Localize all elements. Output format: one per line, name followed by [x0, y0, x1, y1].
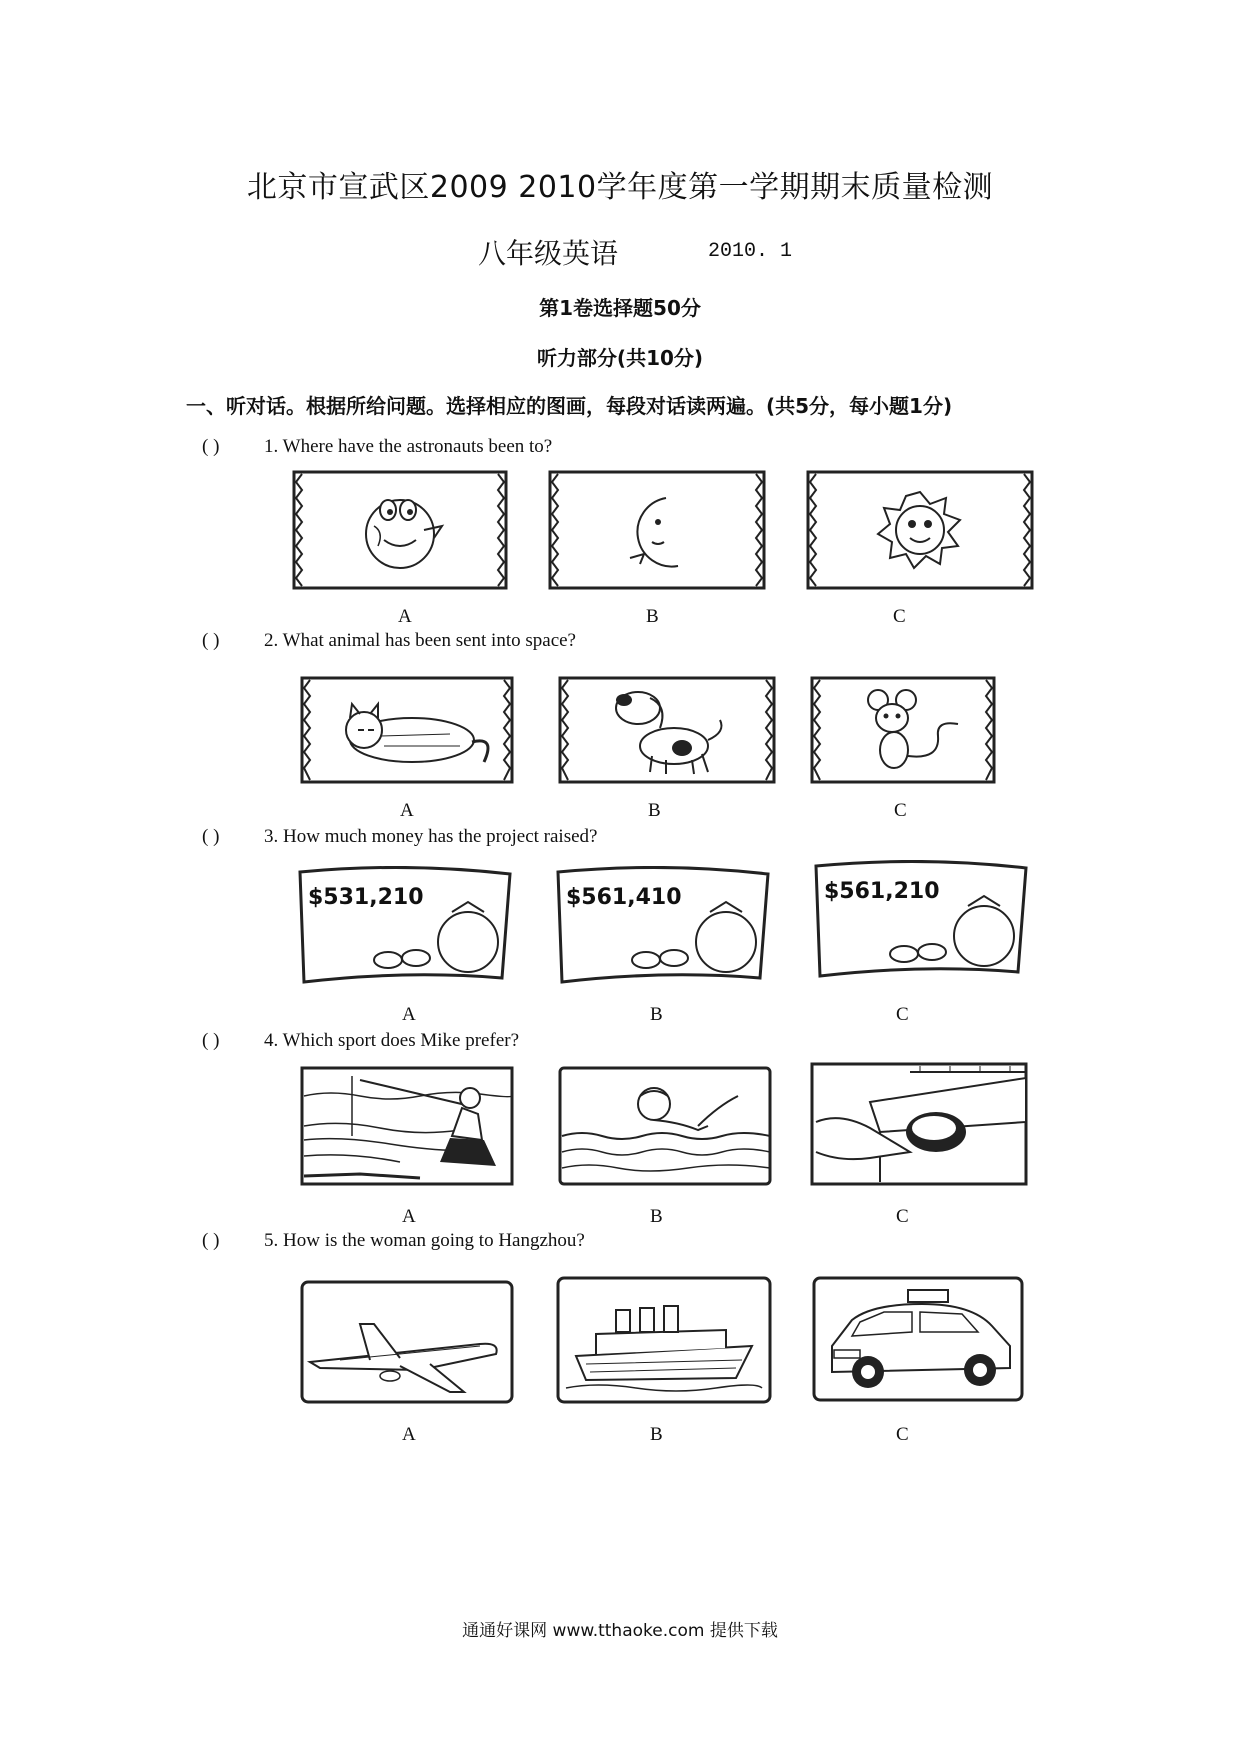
option-label: A: [402, 1004, 416, 1025]
option-label: A: [402, 1206, 416, 1227]
option-5b[interactable]: [556, 1276, 772, 1404]
option-label: B: [646, 606, 659, 627]
money-bag-icon: [554, 866, 772, 986]
answer-blank[interactable]: ( ): [202, 826, 220, 847]
sun-icon: [806, 470, 1034, 590]
cat-icon: [300, 676, 514, 784]
question-text: 3. How much money has the project raised?: [264, 826, 598, 847]
question-5: [202, 1230, 585, 1252]
question-text: 4. Which sport does Mike prefer?: [264, 1030, 520, 1051]
option-4a[interactable]: [300, 1066, 514, 1186]
option-1a[interactable]: [292, 470, 508, 590]
swimming-icon: [558, 1066, 772, 1186]
mouse-icon: [810, 676, 996, 784]
question-text: 5. How is the woman going to Hangzhou?: [264, 1230, 585, 1251]
option-3b[interactable]: [554, 866, 772, 986]
option-label: C: [893, 606, 906, 627]
option-3c[interactable]: [812, 860, 1030, 984]
option-label: A: [398, 606, 412, 627]
question-3: [202, 826, 597, 848]
option-label: A: [400, 800, 414, 821]
option-5a[interactable]: [300, 1280, 514, 1404]
option-label: C: [896, 1206, 909, 1227]
volume-heading: 第1卷选择题50分: [539, 296, 701, 320]
option-label: C: [896, 1424, 909, 1445]
option-label: B: [648, 800, 661, 821]
amount-label: $561,210: [824, 879, 940, 904]
ship-icon: [556, 1276, 772, 1404]
option-2b[interactable]: [558, 676, 776, 784]
option-1c[interactable]: [806, 470, 1034, 590]
dog-icon: [558, 676, 776, 784]
question-1: [202, 436, 552, 458]
option-label: B: [650, 1424, 663, 1445]
grade-subject: 八年级英语: [478, 237, 619, 270]
option-3a[interactable]: [296, 866, 514, 986]
option-4b[interactable]: [558, 1066, 772, 1186]
question-2: [202, 630, 576, 652]
table-tennis-icon: [810, 1062, 1028, 1186]
option-label: A: [402, 1424, 416, 1445]
amount-label: $561,410: [566, 885, 682, 910]
answer-blank[interactable]: ( ): [202, 1030, 220, 1051]
option-4c[interactable]: [810, 1062, 1028, 1186]
page-title: 北京市宣武区2009 2010学年度第一学期期末质量检测: [246, 170, 994, 205]
earth-icon: [292, 470, 508, 590]
moon-icon: [548, 470, 766, 590]
answer-blank[interactable]: ( ): [202, 436, 220, 457]
amount-label: $531,210: [308, 885, 424, 910]
option-label: B: [650, 1004, 663, 1025]
listening-heading: 听力部分(共10分): [536, 346, 704, 370]
fishing-icon: [300, 1066, 514, 1186]
option-1b[interactable]: [548, 470, 766, 590]
answer-blank[interactable]: ( ): [202, 1230, 220, 1251]
taxi-icon: [812, 1276, 1024, 1402]
option-2c[interactable]: [810, 676, 996, 784]
option-5c[interactable]: [812, 1276, 1024, 1402]
option-label: C: [894, 800, 907, 821]
option-label: B: [650, 1206, 663, 1227]
section-instruction: 一、听对话。根据所给问题。选择相应的图画，每段对话读两遍。(共5分，每小题1分): [186, 394, 953, 418]
money-bag-icon: [812, 860, 1030, 984]
question-text: 2. What animal has been sent into space?: [264, 630, 576, 651]
plane-icon: [300, 1280, 514, 1404]
exam-date: 2010. 1: [708, 240, 793, 263]
answer-blank[interactable]: ( ): [202, 630, 220, 651]
option-2a[interactable]: [300, 676, 514, 784]
footer-text: 通通好课网 www.tthaoke.com 提供下载: [462, 1621, 778, 1641]
option-label: C: [896, 1004, 909, 1025]
question-text: 1. Where have the astronauts been to?: [264, 436, 553, 457]
money-bag-icon: [296, 866, 514, 986]
question-4: [202, 1030, 519, 1052]
